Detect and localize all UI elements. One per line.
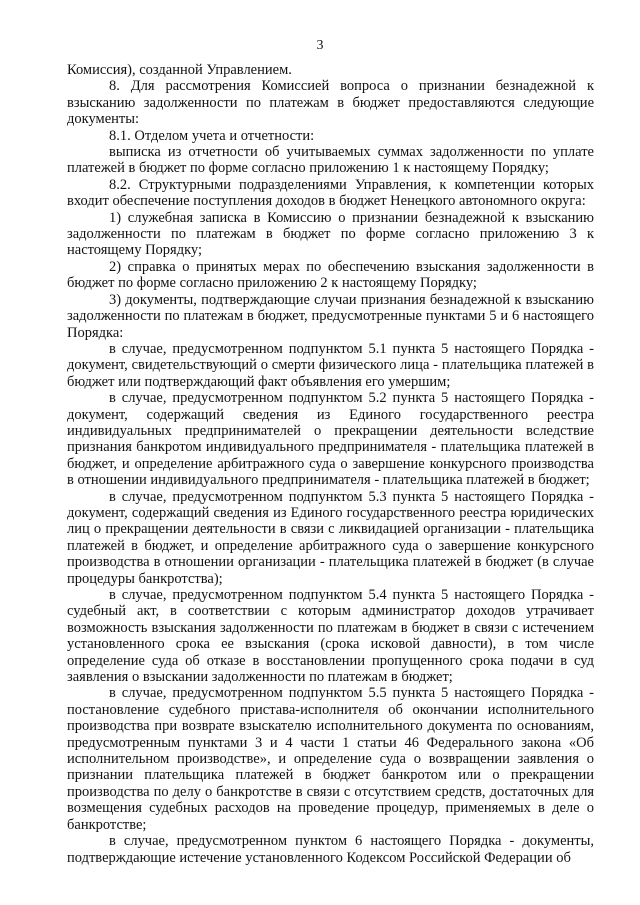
paragraph: в случае, предусмотренном подпунктом 5.1 пункта 5 настоящего Порядка - документ, свидетельствующий о смерти физического лица - плательщика платежей в бюджет или подтверждающий факт объявления его умершим;	[67, 340, 594, 390]
paragraph: в случае, предусмотренном пунктом 6 настоящего Порядка - документы, подтверждающие истечение установленного Кодексом Российской Федерации об	[67, 833, 594, 866]
paragraph: 1) служебная записка в Комиссию о признании безнадежной к взысканию задолженности по платежам в бюджет по форме согласно приложению 3 к настоящему Порядку;	[67, 209, 594, 259]
paragraph: Комиссия), созданной Управлением.	[67, 62, 292, 78]
paragraph: 8.2. Структурными подразделениями Управления, к компетенции которых входит обеспечение поступления доходов в бюджет Ненецкого автономного округа:	[67, 176, 594, 210]
paragraph: 8. Для рассмотрения Комиссией вопроса о признании безнадежной к взысканию задолженности по платежам в бюджет предоставляются следующие документы:	[67, 78, 594, 128]
paragraph: выписка из отчетности об учитываемых суммах задолженности по уплате платежей в бюджет по форме согласно приложению 1 к настоящему Порядку;	[67, 144, 594, 177]
page-number: 3	[316, 38, 324, 53]
document-body	[67, 62, 594, 866]
paragraph: в случае, предусмотренном подпунктом 5.2 пункта 5 настоящего Порядка - документ, содержащий сведения из Единого государственного реестра индивидуальных предпринимателей о прекращении деятельности вследствие признания банкротом индивидуального предпринимателя - плательщика платежей в бюджет, и определение арбитражного суда о завершение конкурсного производства в отношении индивидуального предпринимателя - плательщика платежей в бюджет;	[67, 390, 594, 489]
paragraph: 2) справка о принятых мерах по обеспечению взыскания задолженности в бюджет по форме согласно приложению 2 к настоящему Порядку;	[67, 258, 594, 292]
paragraph: в случае, предусмотренном подпунктом 5.5 пункта 5 настоящего Порядка - постановление судебного пристава-исполнителя об окончании исполнительного производства при возврате взыскателю исполнительного документа по основаниям, предусмотренным пунктами 3 и 4 части 1 статьи 46 Федерального закона «Об исполнительном производстве», и определение суда о возвращении заявления о признании плательщика платежей в бюджет банкротом или о прекращении производства по делу о банкротстве в связи с отсутствием средств, достаточных для возмещения судебных расходов на проведение процедур, применяемых в деле о банкротстве;	[67, 685, 594, 833]
paragraph: в случае, предусмотренном подпунктом 5.4 пункта 5 настоящего Порядка - судебный акт, в соответствии с которым администратор доходов утрачивает возможность взыскания задолженности по платежам в бюджет в связи с истечением установленного срока ее взыскания (срока исковой давности), в том числе определение суда об отказе в восстановлении пропущенного срока подачи в суд заявления о взыскании задолженности по платежам в бюджет;	[67, 587, 594, 686]
paragraph: в случае, предусмотренном подпунктом 5.3 пункта 5 настоящего Порядка - документ, содержащий сведения из Единого государственного реестра юридических лиц о прекращении деятельности в связи с ликвидацией организации - плательщика платежей в бюджет, и определение арбитражного суда о завершение конкурсного производства в отношении организации - плательщика платежей в бюджет (в случае процедуры банкротства);	[67, 488, 594, 587]
paragraph: 3) документы, подтверждающие случаи признания безнадежной к взысканию задолженности по платежам в бюджет, предусмотренные пунктами 5 и 6 настоящего Порядка:	[67, 291, 594, 341]
paragraph: 8.1. Отделом учета и отчетности:	[109, 127, 315, 144]
